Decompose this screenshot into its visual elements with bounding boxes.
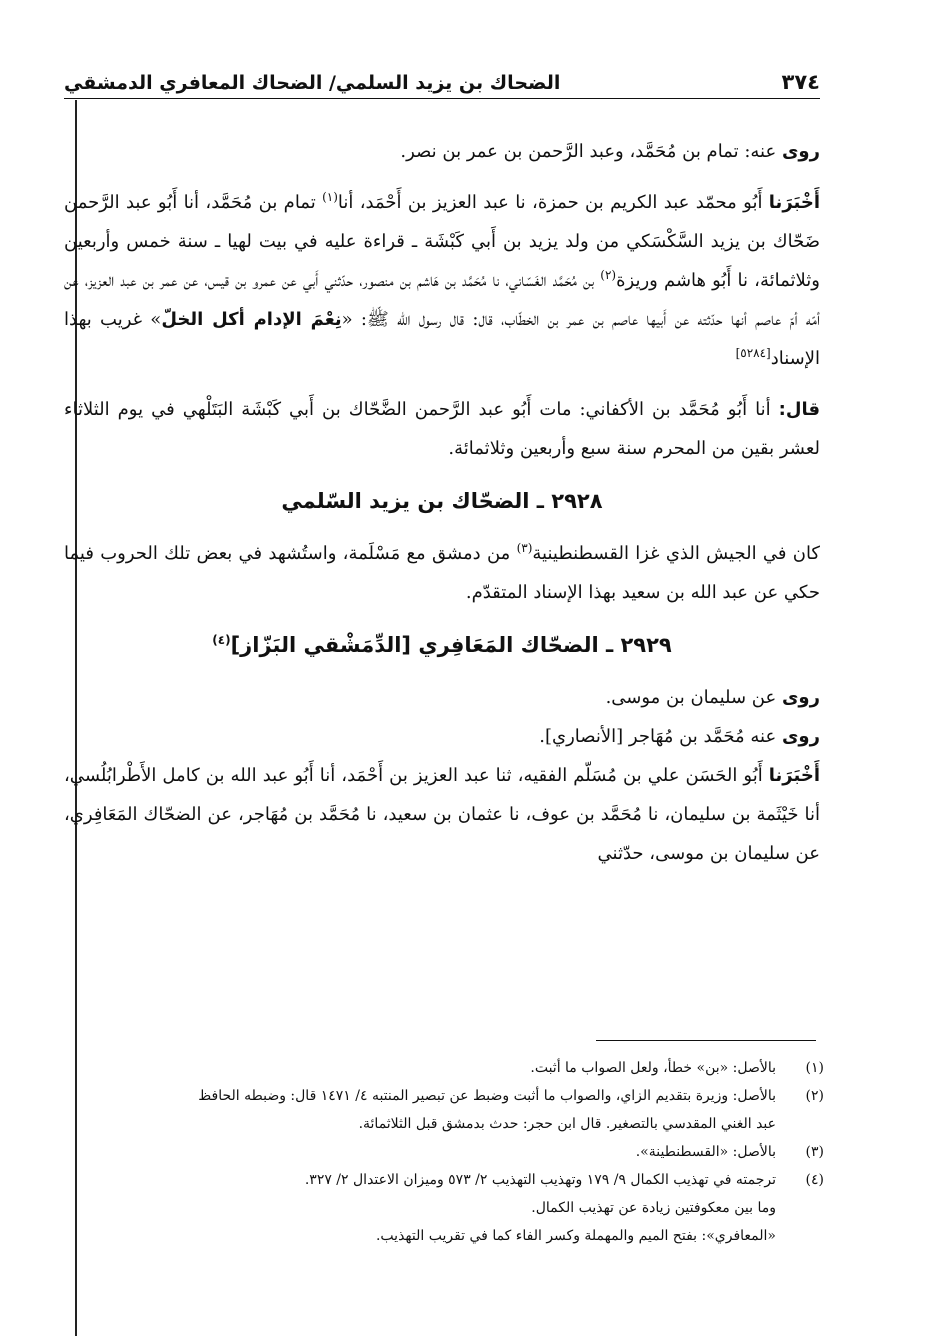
footnote-number: (٤) bbox=[805, 1172, 824, 1188]
paragraph bbox=[64, 717, 820, 756]
footnote-ref: (٣) bbox=[516, 541, 533, 555]
footnote-text: بالأصل: «القسطنطينة». bbox=[635, 1144, 776, 1160]
paragraph-text: عنه: تمام بن مُحَمَّد، وعبد الرَّحمن بن عمر بن نصر. bbox=[400, 141, 782, 162]
footnote-ref: (١) bbox=[322, 190, 338, 204]
paragraph bbox=[64, 756, 820, 873]
paragraph bbox=[64, 534, 820, 612]
paragraph bbox=[64, 678, 820, 717]
paragraph-text: أنا أَبُو مُحَمَّد بن الأكفاني: مات أَبُو عبد الرَّحمن الضَّحّاك بن أَبي كَبْشَة البَتَلْهي في يوم الثلاثاء لعشر بقين من المحرم سنة سبع وأربعين وثلاثمائة. bbox=[64, 399, 820, 459]
paragraph-text: عن سليمان بن موسى. bbox=[605, 687, 782, 708]
paragraph bbox=[64, 132, 820, 171]
entry-title: ٢٩٢٨ ـ الضحّاك بن يزيد السّلمي bbox=[281, 489, 603, 513]
paragraph-text: كان في الجيش الذي غزا القسطنطينية bbox=[532, 543, 820, 564]
footnote-item bbox=[64, 1054, 824, 1082]
footnote-number: (١) bbox=[805, 1060, 824, 1076]
paragraph-label: أَخْبَرَنا bbox=[768, 192, 821, 213]
footnote-text: ترجمته في تهذيب الكمال ٩/ ١٧٩ وتهذيب التهذيب ٢/ ٥٧٣ وميزان الاعتدال ٢/ ٣٢٧. bbox=[304, 1172, 776, 1188]
paragraph-text: من دمشق مع مَسْلَمة، واستُشهد في بعض تلك الحروب فيما حكي عن عبد الله بن سعيد بهذا الإسناد المتقدّم. bbox=[64, 543, 820, 603]
footnote-text: «المعافري»: بفتح الميم والمهملة وكسر الفاء كما في تقريب التهذيب. bbox=[375, 1228, 776, 1244]
footnote-text: بالأصل: «بن» خطأ، ولعل الصواب ما أثبت. bbox=[530, 1060, 776, 1076]
footnote-ref: (٤) bbox=[212, 633, 231, 647]
hadith-number: [٥٢٨٤] bbox=[735, 346, 771, 360]
paragraph-text: » غريب بهذا الإسناد bbox=[64, 309, 820, 369]
paragraph-label: روى bbox=[781, 141, 820, 162]
footnote-item bbox=[64, 1082, 824, 1110]
entry-title bbox=[64, 618, 820, 672]
page-number: ٣٧٤ bbox=[781, 70, 820, 94]
paragraph-label: أَخْبَرَنا bbox=[768, 765, 820, 786]
paragraph-label: قال: bbox=[778, 399, 820, 420]
footnotes bbox=[64, 1054, 824, 1250]
footnote-number: (٣) bbox=[805, 1144, 824, 1160]
footnote-number: (٢) bbox=[805, 1088, 824, 1104]
paragraph bbox=[64, 183, 820, 378]
paragraph-text: أَبُو الحَسَن علي بن مُسَلّم الفقيه، ثنا عبد العزيز بن أَحْمَد، أنا أَبُو عبد الله بن كامل الأَطْرابُلُسي، أنا خَيْثَمة بن سليمان، نا مُحَمَّد بن عوف، نا عثمان بن سعيد، نا مُحَمَّد بن مُهَاجر، عن الضحّاك المَعَافِري، عن سليمان بن موسى، حدّثني bbox=[64, 765, 820, 864]
footnote-divider bbox=[596, 1040, 816, 1041]
footnote-ref: (٢) bbox=[600, 268, 617, 282]
footnote-item bbox=[64, 1166, 824, 1194]
paragraph-text: تمام بن مُحَمَّد، أنا أَبُو عبد الرَّحمن ضَحّاك بن يزيد السَّكْسَكي من ولد يزيد بن أَبي كَبْشَة ـ قراءة عليه في بيت لهيا ـ سنة خمس وأربعين وثلاثمائة، نا أَبُو هاشم وريزة bbox=[64, 192, 820, 291]
main-text bbox=[64, 132, 820, 873]
paragraph-label: روى bbox=[781, 726, 820, 747]
paragraph-text: أَبُو محمّد عبد الكريم بن حمزة، نا عبد العزيز بن أَحْمَد، أنا bbox=[337, 192, 769, 213]
paragraph-text: بن مُحَمَّد الغَسّاني، نا مُحَمَّد بن هَاشم بن منصور، حدّثني أَبي عن عمرو بن قيس، عن عمر بن عبد العزيز، عن أمّه أمّ عاصم أنها حدّثته عن أَبيها عاصم بن عمر بن الخطّاب، قال: قال رسول الله ﷺ: « bbox=[64, 270, 820, 330]
entry-title-text: ٢٩٢٩ ـ الضحّاك المَعَافِري [الدِّمَشْقي البَزّاز] bbox=[230, 633, 672, 657]
running-title: الضحاك بن يزيد السلمي/ الضحاك المعافري الدمشقي bbox=[64, 72, 561, 94]
footnote-text: بالأصل: وزيرة بتقديم الزاي، والصواب ما أثبت وضبط عن تبصير المنتبه ٤/ ١٤٧١ قال: وضبطه الحافظ bbox=[198, 1088, 776, 1104]
paragraph-label: روى bbox=[781, 687, 820, 708]
paragraph bbox=[64, 390, 820, 468]
footnote-text: عبد الغني المقدسي بالتصغير. قال ابن حجر: حدث بدمشق قبل الثلاثمائة. bbox=[358, 1116, 776, 1132]
paragraph-text: عنه مُحَمَّد بن مُهَاجر [الأنصاري]. bbox=[539, 726, 782, 747]
footnote-item bbox=[64, 1138, 824, 1166]
page-header bbox=[64, 62, 820, 99]
hadith-text: نِعْمَ الإدام أكل الخلّ bbox=[161, 309, 342, 330]
footnote-text: وما بين معكوفتين زيادة عن تهذيب الكمال. bbox=[531, 1200, 776, 1216]
